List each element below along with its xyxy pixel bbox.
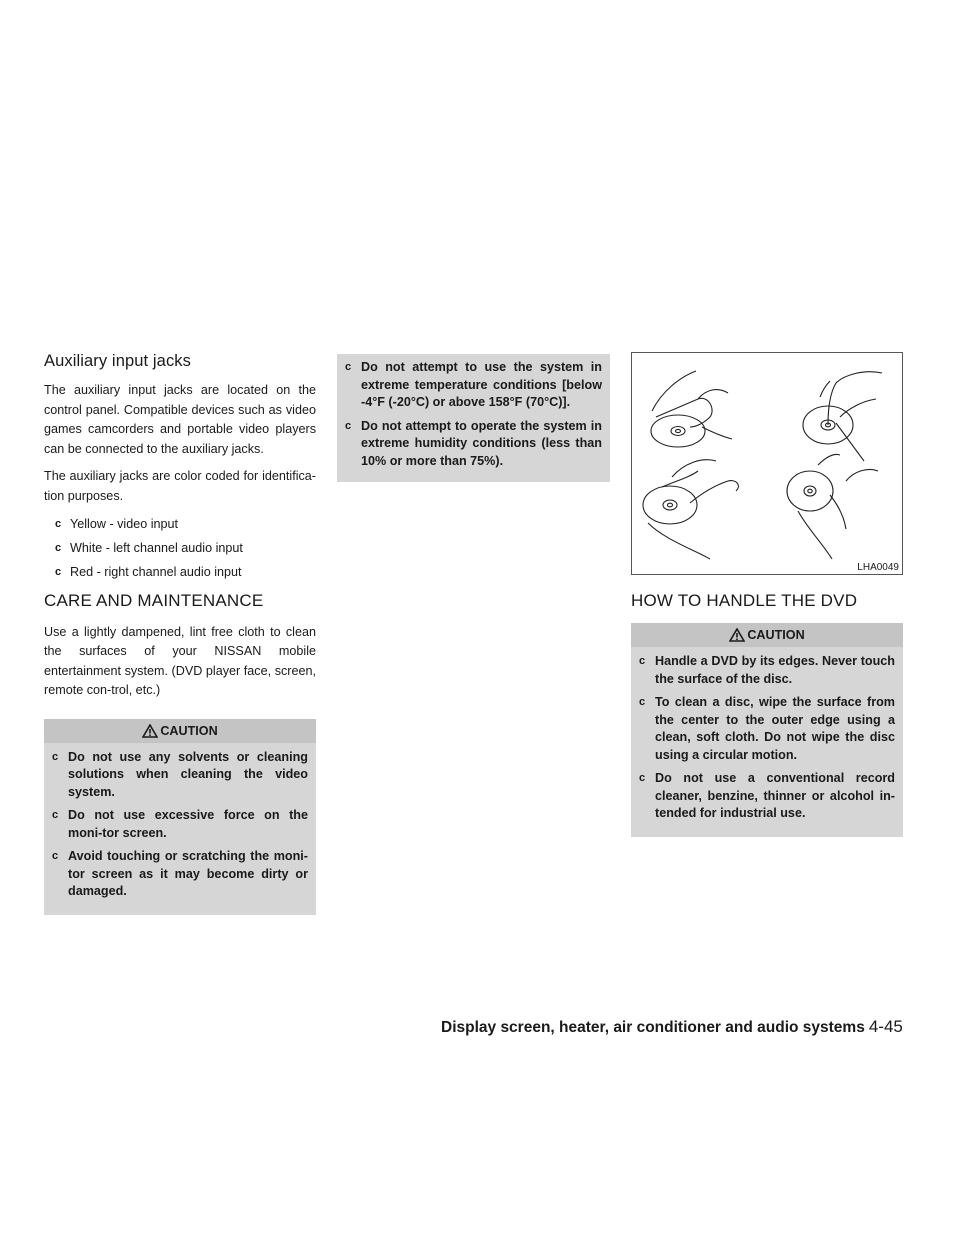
bullet-icon: c: [639, 772, 646, 784]
bullet-icon: c: [55, 541, 62, 554]
footer-section-title: Display screen, heater, air conditioner and audio systems: [441, 1019, 865, 1036]
jack-color-list: [44, 515, 316, 582]
dvd-caution-box: [631, 623, 903, 837]
bullet-icon: c: [345, 419, 352, 432]
bullet-icon: c: [55, 565, 62, 578]
page-number: 4-45: [868, 1017, 903, 1036]
dvd-handling-drawing: [632, 353, 902, 574]
bullet-icon: c: [639, 696, 646, 708]
caution-item: c To clean a disc, wipe the surface from the center to the outer edge using a clean, soft cloth. Do not wipe the disc using a circular motion.: [639, 695, 895, 762]
bullet-icon: c: [52, 809, 59, 822]
page-footer: [441, 1017, 903, 1037]
list-item: c White - left channel audio input: [44, 539, 316, 558]
caution-item: c Avoid touching or scratching the moni-tor screen as it may become dirty or damaged.: [52, 849, 308, 899]
caution-header: [44, 719, 316, 743]
caution-item: c Do not attempt to operate the system in extreme humidity conditions (less than 10% or more than 75%).: [345, 418, 602, 468]
care-caution-box-continued: [337, 354, 610, 482]
bullet-icon: c: [639, 655, 646, 667]
caution-item: c Do not use any solvents or cleaning solutions when cleaning the video system.: [52, 749, 308, 799]
caution-item: c Handle a DVD by its edges. Never touch the surface of the disc.: [639, 654, 895, 686]
list-item: c Yellow - video input: [44, 515, 316, 534]
warning-icon: [729, 628, 745, 642]
bullet-icon: c: [345, 361, 352, 373]
figure-label: LHA0049: [857, 562, 899, 573]
care-heading: CARE AND MAINTENANCE: [44, 590, 264, 610]
caution-header: [631, 623, 903, 647]
caution-list: [345, 359, 602, 470]
caution-item: c Do not attempt to use the system in extreme temperature conditions [below -4°F (-20°C) or above 158°F (70°C)].: [345, 360, 602, 409]
care-caution-box: [44, 719, 316, 915]
bullet-icon: c: [52, 750, 59, 763]
list-item: c Red - right channel audio input: [44, 563, 316, 582]
dvd-heading: HOW TO HANDLE THE DVD: [631, 591, 858, 610]
dvd-handling-illustration: [631, 352, 903, 575]
care-paragraph: Use a lightly dampened, lint free cloth to clean the surfaces of your NISSAN mobile entertainment system. (DVD player face, screen, remote con-trol, etc.): [44, 624, 316, 698]
bullet-icon: c: [55, 517, 62, 530]
bullet-icon: c: [52, 850, 59, 863]
auxiliary-heading: Auxiliary input jacks: [44, 352, 191, 370]
caution-list: [52, 749, 308, 901]
warning-icon: [142, 724, 158, 738]
column-middle: [337, 354, 610, 482]
caution-title: CAUTION: [160, 723, 218, 738]
caution-list: [639, 653, 895, 823]
column-right: [631, 352, 903, 837]
caution-title: CAUTION: [747, 628, 805, 642]
caution-item: c Do not use a conventional record cleaner, benzine, thinner or alcohol in-tended for industrial use.: [639, 771, 895, 820]
auxiliary-paragraph-1: The auxiliary input jacks are located on the control panel. Compatible devices such as video games camcorders and portable video players can be connected to the auxiliary jacks.: [44, 383, 316, 456]
caution-item: c Do not use excessive force on the moni-tor screen.: [52, 808, 308, 840]
auxiliary-paragraph-2: The auxiliary jacks are color coded for identifica-tion purposes.: [44, 469, 316, 503]
column-left: [44, 352, 316, 915]
